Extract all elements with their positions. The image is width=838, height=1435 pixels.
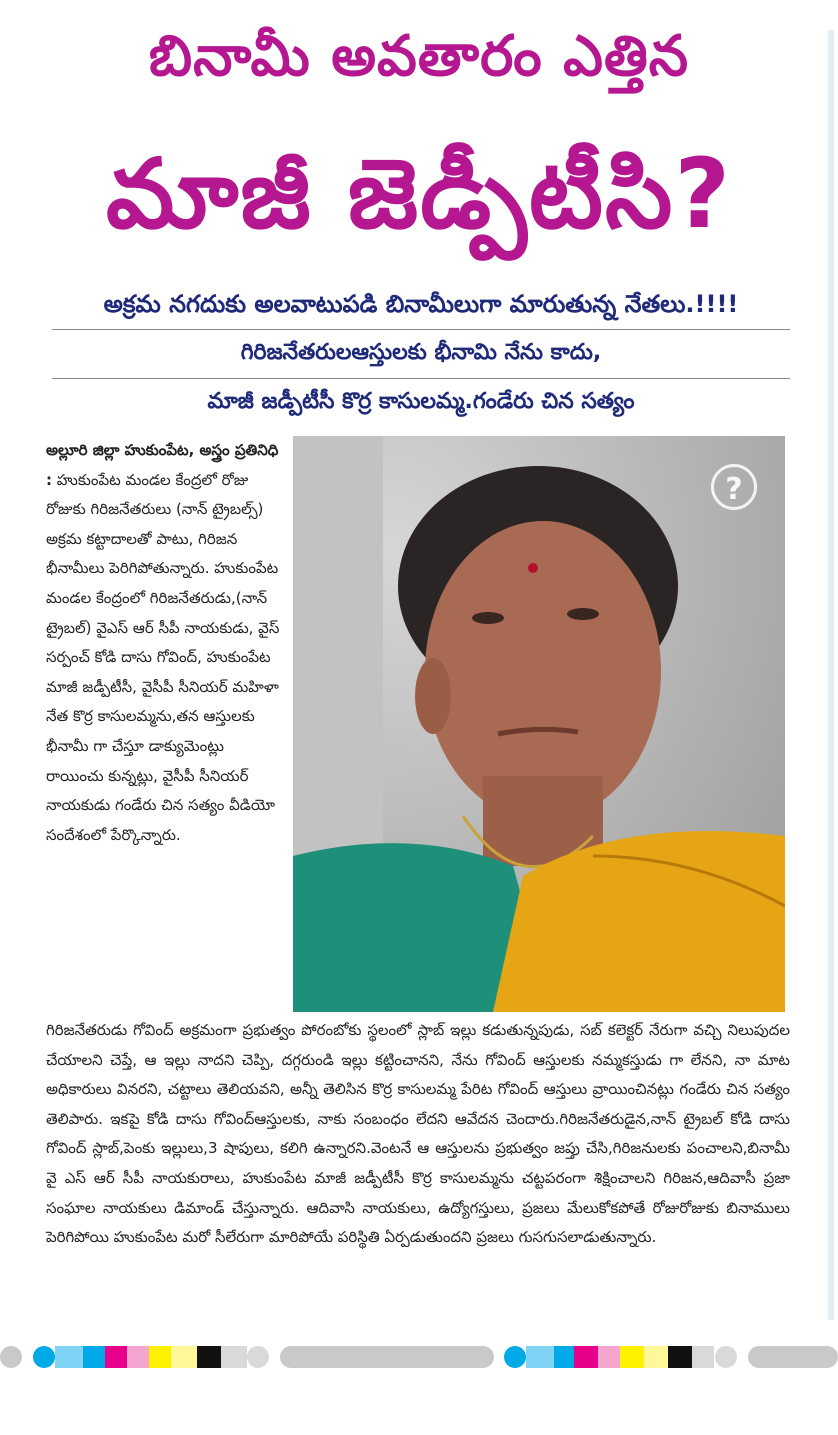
portrait-photo: [293, 436, 785, 1012]
headline-line-1: బినామీ అవతారం ఎత్తిన: [148, 24, 690, 89]
headline-line-2: మాజీ జెడ్పీటీసి?: [105, 138, 733, 250]
color-registration-bar: [0, 1344, 838, 1370]
question-circle-icon[interactable]: ?: [711, 464, 757, 510]
subheadline: అక్రమ నగదుకు అలవాటుపడి బినామీలుగా మారుతున్న నేతలు.!!!!: [103, 290, 739, 318]
column-text: హుకుంపేట మండల కేంద్రలో రోజు రోజుకు గిరిజనేతరులు (నాన్ ట్రైబల్స్) అక్రమ కట్టాదాలతో పాటు, గిరిజన భీనామీలు పెరిగిపోతున్నారు. హుకుంపేట మండల కేంద్రంలో గిరిజనేతరుడు,(నాన్ ట్రైబల్) వైఎస్ ఆర్ సీపీ నాయకుడు, వైస్ సర్పంచ్ కోడి దాసు గోవింద్, హుకుంపేట మాజీ జడ్పీటీసీ, వైసీపీ సీనియర్ మహిళా నేత కొర్ర కాసులమ్మను,తన ఆస్తులకు భీనామీ గా చేస్తూ డాక్యుమెంట్లు రాయించు కున్నట్లు, వైసీపీ సీనియర్ నాయకుడు గండేరు చిన సత్యం వీడియో సందేశంలో పేర్కొన్నారు.: [46, 470, 280, 844]
portrait-illustration: [293, 436, 785, 1012]
dateline: అల్లూరి జిల్లా హుకుంపేట, అస్త్రం ప్రతినిధి :: [46, 441, 279, 489]
divider: [52, 378, 790, 379]
article-column: [46, 436, 282, 850]
deck-line-1: గిరిజనేతరులఆస్తులకు భీనామి నేను కాదు,: [240, 340, 602, 365]
deck-line-2: మాజీ జడ్పీటీసీ కొర్ర కాసులమ్మ.గండేరు చిన సత్యం: [207, 389, 635, 414]
divider: [52, 329, 790, 330]
article-body: గిరిజనేతరుడు గోవింద్ అక్రమంగా ప్రభుత్వం పోరంబోకు స్థలంలో స్లాబ్ ఇల్లు కడుతున్నపుడు, సబ్ కలెక్టర్ నేరుగా వచ్చి నిలుపుదల చేయాలని చెప్తే, ఆ ఇల్లు నాదని చెప్పి, దగ్గరుండి ఇల్లు కట్టించానని, నేను గోవింద్ ఆస్తులకు నమ్మకస్తుడు గా లేనని, నా మాట అధికారులు వినరని, చట్టాలు తెలియవని, అన్నీ తెలిసిన కొర్ర కాసులమ్మ పేరిట గోవింద్ ఆస్తులు వ్రాయించినట్లు గండేరు చిన సత్యం తెలిపారు. ఇకపై కోడి దాసు గోవింద్ఆస్తులకు, నాకు సంబంధం లేదని ఆవేదన చెందారు.గిరిజనేతరుడైన,నాన్ ట్రైబల్ కోడి దాసు గోవింద్ స్లాబ్,పెంకు ఇల్లులు,3 షాపులు, కలిగి ఉన్నారని.వెంటనే ఆ ఆస్తులను ప్రభుత్వం జప్తు చేసి,గిరిజనులకు పంచాలని,బినామీ వై ఎస్ ఆర్ సీపీ నాయకురాలు, హుకుంపేట మాజీ జడ్పీటీసీ కొర్ర కాసులమ్మను చట్టపరంగా శిక్షించాలని గిరిజన,ఆదివాసీ ప్రజా సంఘాల నాయకులు డిమాండ్ చేస్తున్నారు. ఆదివాసి నాయకులు, ఉద్యోగస్తులు, ప్రజలు మేలుకోకపోతే రోజురోజుకు బినాములు పెరిగిపోయి హుకుంపేట మరో సీలేరుగా మారిపోయే పరిస్థితి ఏర్పడుతుందని ప్రజలు గుసగుసలాడుతున్నారు.: [46, 1021, 790, 1247]
